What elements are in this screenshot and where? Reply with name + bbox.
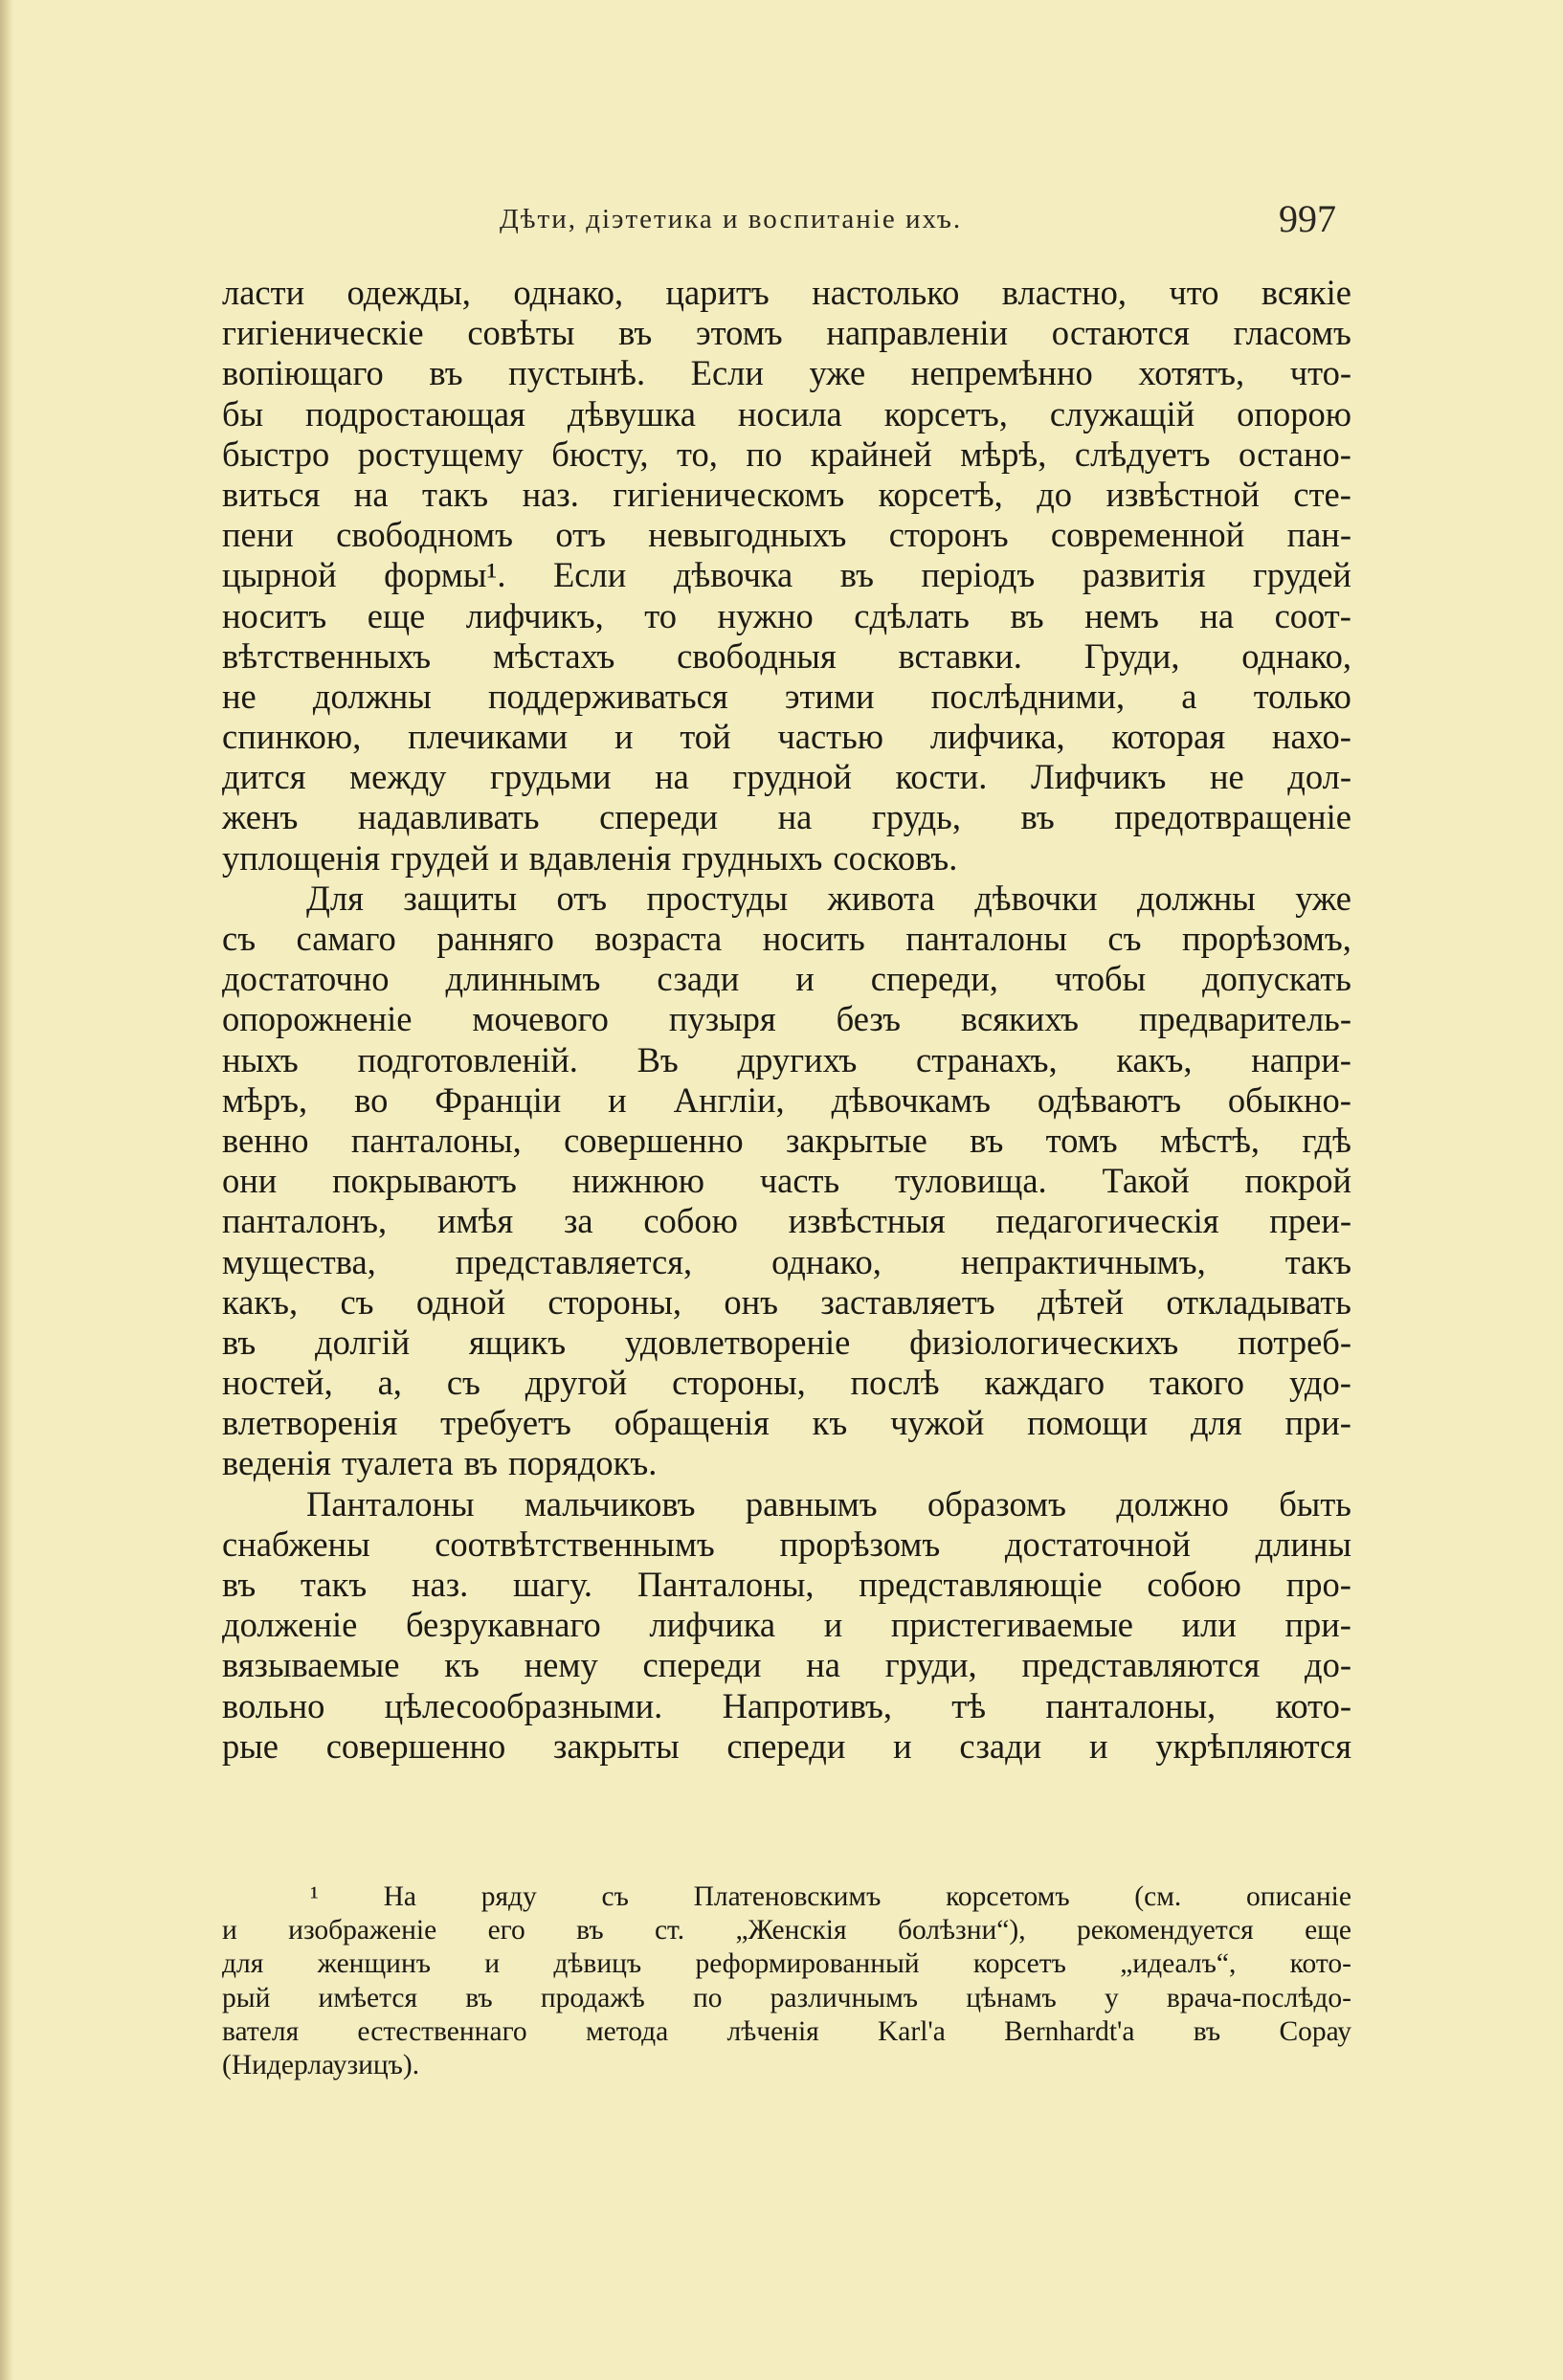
text-line: снабжены соотвѣтственнымъ прорѣзомъ достаточной длины <box>222 1524 1351 1564</box>
body-text <box>222 273 1351 1767</box>
footnote-line: и изображеніе его въ ст. „Женскія болѣзни“), рекомендуется еще <box>222 1915 1351 1946</box>
text-line: въ долгій ящикъ удовлетвореніе физіологическихъ потреб- <box>222 1322 1351 1362</box>
footnote-line: (Нидерлаузицъ). <box>222 2049 420 2080</box>
running-head: Дѣти, діэтетика и воспитаніе ихъ. <box>500 204 963 234</box>
text-line: пени свободномъ отъ невыгодныхъ сторонъ современной пан- <box>222 515 1351 555</box>
text-line: достаточно длиннымъ сзади и спереди, чтобы допускать <box>222 959 1351 999</box>
text-line: ныхъ подготовленій. Въ другихъ странахъ, какъ, напри- <box>222 1039 1351 1079</box>
text-line: дится между грудьми на грудной кости. Лифчикъ не дол- <box>222 757 1351 797</box>
text-line: какъ, съ одной стороны, онъ заставляетъ дѣтей откладывать <box>222 1281 1351 1322</box>
text-line: вопіющаго въ пустынѣ. Если уже непремѣнно хотятъ, что- <box>222 353 1351 393</box>
text-line: мущества, представляется, однако, непрактичнымъ, такъ <box>222 1241 1351 1281</box>
text-line: Панталоны мальчиковъ равнымъ образомъ должно быть <box>306 1483 1351 1524</box>
text-line: венно панталоны, совершенно закрытые въ томъ мѣстѣ, гдѣ <box>222 1120 1351 1160</box>
page-number: 997 <box>1279 197 1336 240</box>
text-line: спинкою, плечиками и той частью лифчика, которая нахо- <box>222 717 1351 757</box>
text-line: гигіеническіе совѣты въ этомъ направленіи остаются гласомъ <box>222 313 1351 353</box>
text-line: носитъ еще лифчикъ, то нужно сдѣлать въ немъ на соот- <box>222 595 1351 635</box>
footnote-line: для женщинъ и дѣвицъ реформированный корсетъ „идеалъ“, кото- <box>222 1948 1351 1980</box>
text-line: рые совершенно закрыты спереди и сзади и укрѣпляются <box>222 1725 1351 1766</box>
text-line: Для защиты отъ простуды живота дѣвочки должны уже <box>306 878 1351 918</box>
text-line: женъ надавливать спереди на грудь, въ предотвращеніе <box>222 797 1351 837</box>
text-line: ласти одежды, однако, царитъ настолько властно, что всякіе <box>222 273 1351 312</box>
text-line: панталонъ, имѣя за собою извѣстныя педагогическія преи- <box>222 1201 1351 1241</box>
footnote-line: вателя естественнаго метода лѣченія Karl'а Bernhardt'а въ Сорау <box>222 2015 1351 2047</box>
text-line: не должны поддерживаться этими послѣдними, а только <box>222 676 1351 716</box>
text-line: вольно цѣлесообразными. Напротивъ, тѣ панталоны, кото- <box>222 1685 1351 1725</box>
text-line: уплощенія грудей и вдавленія грудныхъ сосковъ. <box>222 837 958 878</box>
text-line: цырной формы¹. Если дѣвочка въ періодъ развитія грудей <box>222 555 1351 595</box>
footnote-line: ¹ На ряду съ Платеновскимъ корсетомъ (см. описаніе <box>310 1881 1351 1912</box>
page-header <box>222 196 1342 250</box>
text-line: они покрываютъ нижнюю часть туловища. Такой покрой <box>222 1161 1351 1201</box>
text-line: опорожненіе мочевого пузыря безъ всякихъ предваритель- <box>222 999 1351 1039</box>
text-line: въ такъ наз. шагу. Панталоны, представляющіе собою про- <box>222 1565 1351 1604</box>
page-edge <box>0 0 13 2380</box>
text-line: съ самаго ранняго возраста носить панталоны съ прорѣзомъ, <box>222 919 1351 958</box>
footnote-line: рый имѣется въ продажѣ по различнымъ цѣнамъ у врача-послѣдо- <box>222 1982 1351 2013</box>
text-line: быстро ростущему бюсту, то, по крайней мѣрѣ, слѣдуетъ остано- <box>222 434 1351 474</box>
text-line: виться на такъ наз. гигіеническомъ корсетѣ, до извѣстной сте- <box>222 474 1351 514</box>
text-line: мѣръ, во Франціи и Англіи, дѣвочкамъ одѣваютъ обыкно- <box>222 1079 1351 1120</box>
text-line: бы подростающая дѣвушка носила корсетъ, служащій опорою <box>222 393 1351 434</box>
text-line: вязываемые къ нему спереди на груди, представляются до- <box>222 1645 1351 1685</box>
text-line: влетворенія требуетъ обращенія къ чужой помощи для при- <box>222 1403 1351 1443</box>
text-line: ностей, а, съ другой стороны, послѣ каждаго такого удо- <box>222 1363 1351 1403</box>
footnote <box>222 1880 1351 2082</box>
text-line: долженіе безрукавнаго лифчика и пристегиваемые или при- <box>222 1605 1351 1645</box>
text-line: вѣтственныхъ мѣстахъ свободныя вставки. Груди, однако, <box>222 635 1351 676</box>
text-line: веденія туалета въ порядокъ. <box>222 1443 658 1483</box>
